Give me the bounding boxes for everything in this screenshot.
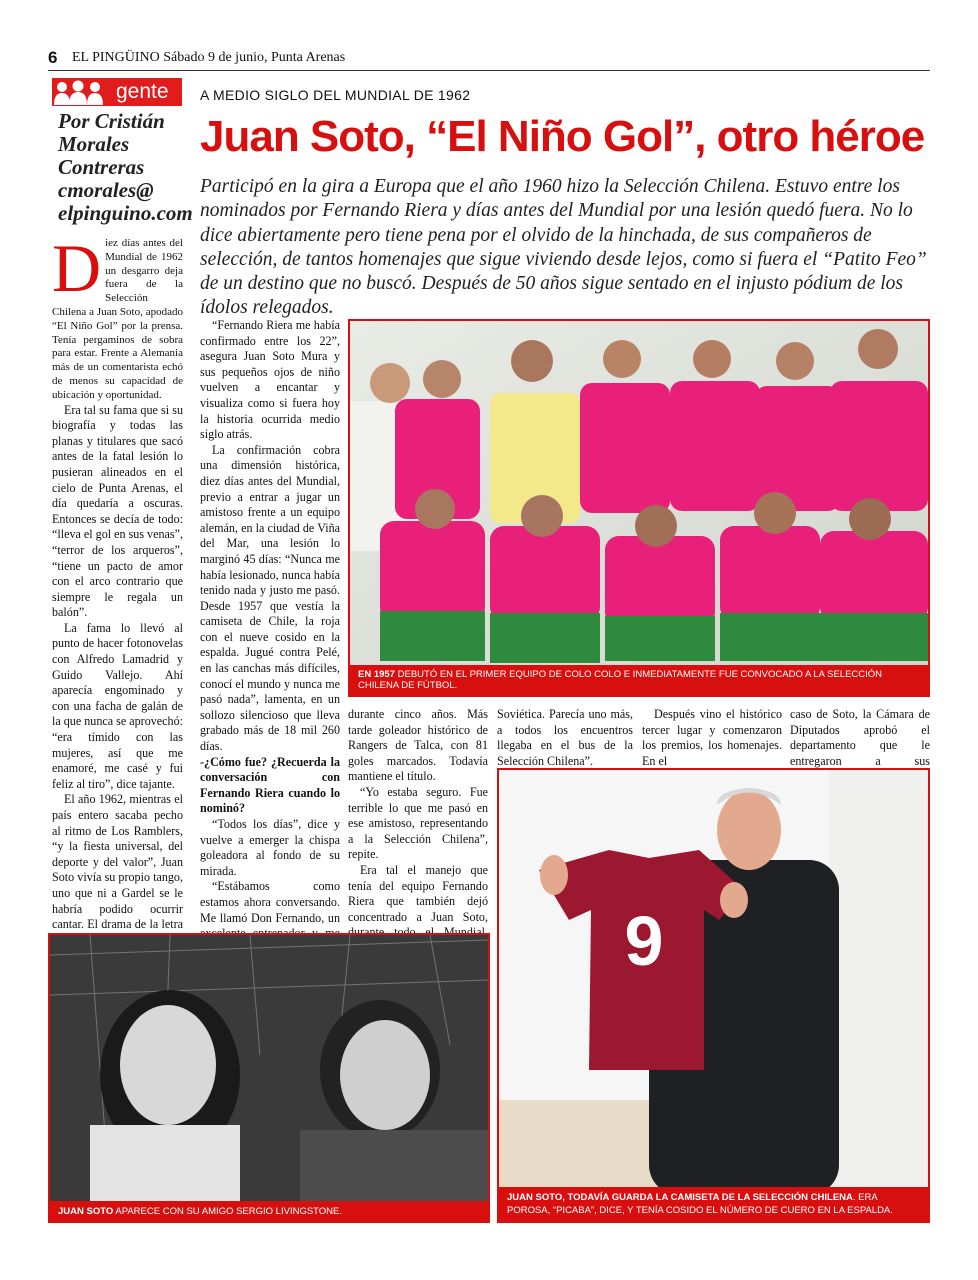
page-number: 6 — [48, 48, 58, 67]
article-column-4 — [497, 707, 633, 769]
team-photo — [348, 319, 930, 697]
shirt-photo — [497, 768, 930, 1223]
paragraph: Era tal el manejo que tenía del equipo Fernando Riera que también dejó concentrado a Juan Soto, — [348, 862, 488, 924]
caption-text: . ERA POROSA, “PICABA”, DICE, Y TENÍA COSIDO EL NÚMERO DE CUERO EN LA ESPALDA. — [507, 1192, 893, 1216]
vintage-photo — [48, 933, 490, 1223]
photo-caption — [499, 1187, 928, 1221]
photo-caption — [350, 665, 928, 695]
headline: Juan Soto, “El Niño Gol”, otro héroe — [200, 112, 925, 161]
caption-text: APARECE CON SU AMIGO SERGIO LIVINGSTONE. — [113, 1206, 343, 1217]
paragraph: iez días antes del Mundial de 1962 un desgarro deja fuera de la Selección Chilena a Juan Soto, apodado “El Niño Gol” por la prensa. Tenía pergaminos de sobra para estar. Frente a Alemania más de un comentarista echó de menos su capacidad de ubicación y oportunidad. — [52, 237, 183, 401]
kicker: A MEDIO SIGLO DEL MUNDIAL DE 1962 — [200, 87, 471, 103]
people-icon — [52, 78, 108, 106]
paragraph: Soviética. Parecía uno más, a todos los encuentros llegaba en el bus de la Selección Chilena”. — [497, 707, 633, 768]
paragraph: La fama lo llevó al punto de hacer fotonovelas con Alfredo Lamadrid y Guido Vallejo. Ahí aparecía engominado y con una facha de galán de la que nunca se aprovechó: “era tímido con las mujeres, así que me enamoré, me casé y fui feliz al tiro”, dice tajante. — [52, 620, 183, 791]
header-rule — [48, 70, 930, 71]
photo-caption — [50, 1202, 488, 1221]
shirt-number: 9 — [624, 902, 664, 980]
article-column-5 — [642, 707, 782, 769]
section-label: gente — [116, 80, 169, 103]
shirt-photo-image — [499, 770, 928, 1195]
lead-paragraph: Participó en la gira a Europa que el año 1960 hizo la Selección Chilena. Estuvo entre los nominados por Fernando Riera y días antes del Mundial por una lesión quedó fuera. No lo dice abiertamente pero tiene pena por el olvido de la hinchada, de sus compañeros de selección, de tantos homenajes que sigue viviendo desde lejos, como si fuera el “Patito Feo” de un destino que no buscó. Después de 50 años sigue sentado en el injusto pódium de los ídolos relegados. — [200, 176, 927, 319]
interview-question: -¿Cómo fue? ¿Recuerda la conversación con Fernando Riera cuando lo nominó? — [200, 754, 340, 816]
paragraph: “Estábamos como estamos ahora conversando. Me llamó Don Fernando, un — [200, 879, 340, 925]
drop-cap: D — [52, 230, 102, 306]
section-badge — [52, 78, 182, 106]
caption-lead: JUAN SOTO — [58, 1206, 114, 1217]
paragraph: “Todos los días”, dice y vuelve a emerger la chispa goleadora al fondo de su mirada. — [200, 817, 340, 878]
publication-line: EL PINGÜINO Sábado 9 de junio, Punta Arenas — [72, 50, 346, 65]
caption-lead: JUAN SOTO, TODAVÍA GUARDA LA CAMISETA DE LA SELECCIÓN CHILENA — [507, 1192, 853, 1203]
byline: Por Cristián Morales Contreras cmorales@ elpinguino.com — [58, 109, 193, 225]
caption-text: DEBUTÓ EN EL PRIMER EQUIPO DE COLO COLO E INMEDIATAMENTE FUE CONVOCADO A LA SELECCIÓN CHILENA DE FÚTBOL. — [358, 669, 883, 691]
paragraph: El año 1962, mientras el país entero sacaba pecho al ritmo de Los Ramblers, “y la fiesta universal, del deporte y del valor”, Juan Soto vivía su propio tango, uno que ni a Gardel se le habría podido ocurrir cantar. El drama de la letra — [52, 792, 183, 932]
paragraph: “Fernando Riera me había confirmado entre los 22”, asegura Juan Soto Mura y sus pequeños ojos de niño vuelven a encantar y visualiza como si fuera hoy la historia ocurrida medio siglo atrás. — [200, 318, 340, 442]
paragraph: Era tal su fama que si su biografía y todas las planas y titulares que sacó antes de la fatal lesión lo pusieran alineados en el cielo de Punta Arenas, el día quedaría a oscuras. Entonces se decía de todo: “lleva el gol en sus venas”, “terror de los arqueros”, “tiene un pacto de amor con el arco contrario que siempre le regala un balón”. — [52, 402, 183, 620]
caption-lead: EN 1957 — [358, 669, 395, 680]
paragraph: durante cinco años. Más tarde goleador histórico de Rangers de Talca, con 81 goles marcados. Todavía mantiene el título. — [348, 707, 488, 784]
vintage-photo-image — [50, 935, 488, 1201]
team-photo-image — [350, 321, 928, 673]
paragraph: “Yo estaba seguro. Fue terrible lo que me pasó en ese amistoso, representando a la Selección Chilena”, repite. — [348, 784, 488, 862]
paragraph: La confirmación cobra una dimensión histórica, diez días antes del Mundial, previo a entrar a jugar un amistoso frente a un equipo alemán, en la ciudad de Viña del Mar, una lesión lo marginó 45 días: “Nunca me había lesionado, nunca había tenido nada y justo me pasó. Desde 1957 que vestía la camiseta de Chile, la roja con el nueve cosido en la espalda. Jugué contra Pelé, en las canchas más difíciles, conocí el mundo y nunca me pasó nada”, lamenta, en un sollozo silencioso que lleva grabado más de 18 mil 260 días. — [200, 442, 340, 754]
paragraph: Después vino el histórico tercer lugar y comenzaron los premios, los homenajes. En el — [642, 707, 782, 768]
paragraph: caso de Soto, la Cámara de Diputados aprobó el departamento que le entregaron a sus — [790, 707, 930, 768]
